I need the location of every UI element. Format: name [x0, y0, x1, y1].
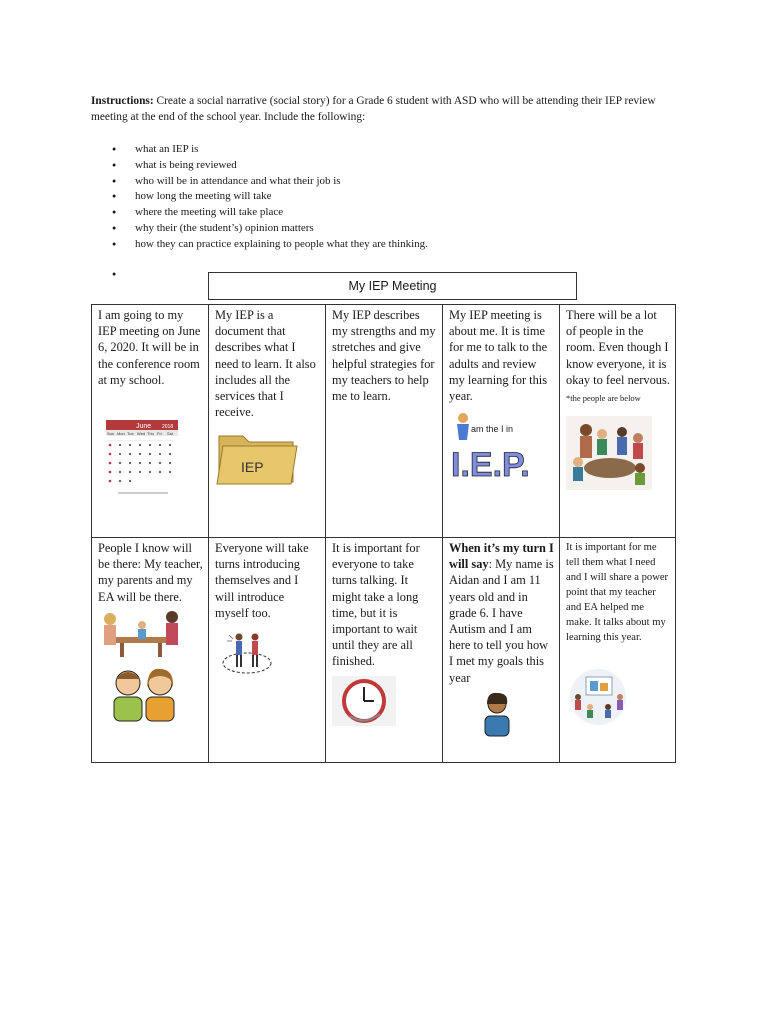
story-cell: [560, 538, 676, 763]
story-cell: [92, 305, 209, 538]
calendar-day: Fri: [157, 431, 162, 437]
story-cell: [209, 305, 326, 538]
story-cell: [443, 538, 560, 763]
calendar-day: Sat: [167, 431, 174, 437]
calendar-day: Sun: [107, 431, 115, 437]
calendar-year: 2018: [162, 424, 174, 431]
cell-text: People I know will be there: My teacher, my parents and my EA will be there.: [98, 541, 203, 604]
instructions-paragraph: [91, 93, 691, 125]
cell-text: My IEP is a document that describes what I need to learn. It also includes all the services that I receive.: [215, 308, 316, 420]
story-grid: [91, 304, 676, 763]
story-cell: [326, 538, 443, 763]
cell-text: Everyone will take turns introducing themselves and I will introduce myself too.: [215, 541, 309, 620]
iep-logo-icon: [449, 410, 545, 480]
instructions-label: Instructions:: [91, 95, 154, 107]
story-cell: [326, 305, 443, 538]
empty-bullet: ●: [112, 270, 117, 278]
cell-text: My IEP describes my strengths and my stretches and give helpful strategies for my teachers to help me to learn.: [332, 308, 436, 404]
introductions-icon: [219, 629, 275, 677]
cell-text: It is important for me tell them what I need and I will share a power point that my teacher and EA helped me make. It talks about my learning this year.: [566, 542, 669, 643]
story-cell: [209, 538, 326, 763]
list-item: ● where the meeting will take place: [112, 205, 428, 221]
instructions-text: Create a social narrative (social story) for a Grade 6 student with ASD who will be attending their IEP review meeting at the end of the school year. Include the following:: [91, 95, 656, 123]
family-table-icon: [98, 607, 184, 659]
cell-text: It is important for everyone to take turns talking. It might take a long time, but it is important to wait until they are all finished.: [332, 541, 420, 669]
iep-letters: I.E.P.: [451, 446, 530, 481]
list-item: ● how they can practice explaining to people what they are thinking.: [112, 237, 428, 253]
cell-text: I am going to my IEP meeting on June 6, 2020. It will be in the conference room at my school.: [98, 308, 201, 387]
list-item: ● how long the meeting will take: [112, 189, 428, 205]
cell-text-main: : My name is Aidan and I am 11 years old and in grade 6. I have Autism and I am here to tell you how I met my goals this year: [449, 557, 554, 685]
calendar-icon: [104, 418, 182, 498]
people-note: *the people are below: [566, 393, 641, 404]
folder-icon: [215, 428, 299, 486]
calendar-month: June: [136, 423, 152, 431]
story-cell: [92, 538, 209, 763]
parents-icon: [98, 661, 190, 723]
folder-label: IEP: [241, 459, 264, 476]
cell-text: [449, 540, 554, 686]
list-item: ● what an IEP is: [112, 142, 428, 158]
requirements-list: [112, 142, 428, 253]
presentation-icon: [566, 667, 630, 727]
calendar-day: Tue: [127, 431, 134, 437]
calendar-day: Wed: [137, 431, 146, 437]
student-speaking-icon: [477, 690, 517, 740]
cell-text-main: There will be a lot of people in the room. Even though I know everyone, it is okay to feel nervous.: [566, 308, 670, 387]
story-title: My IEP Meeting: [208, 272, 577, 300]
list-item: ● what is being reviewed: [112, 158, 428, 174]
iep-phrase: am the I in: [471, 424, 514, 435]
cell-text-bold: When it’s my turn I will say: [449, 541, 554, 572]
table-row: [92, 305, 676, 538]
calendar-day: Mon: [117, 431, 125, 437]
list-item: ● why their (the student’s) opinion matters: [112, 221, 428, 237]
meeting-group-icon: [566, 416, 652, 490]
table-row: [92, 538, 676, 763]
story-cell: [560, 305, 676, 538]
cell-text: [566, 307, 670, 406]
cell-text: My IEP meeting is about me. It is time for me to talk to the adults and review my learning for this year.: [449, 308, 548, 404]
list-item: ● who will be in attendance and what their job is: [112, 174, 428, 190]
calendar-day: Thu: [147, 431, 154, 437]
story-cell: [443, 305, 560, 538]
clock-icon: [332, 676, 396, 726]
